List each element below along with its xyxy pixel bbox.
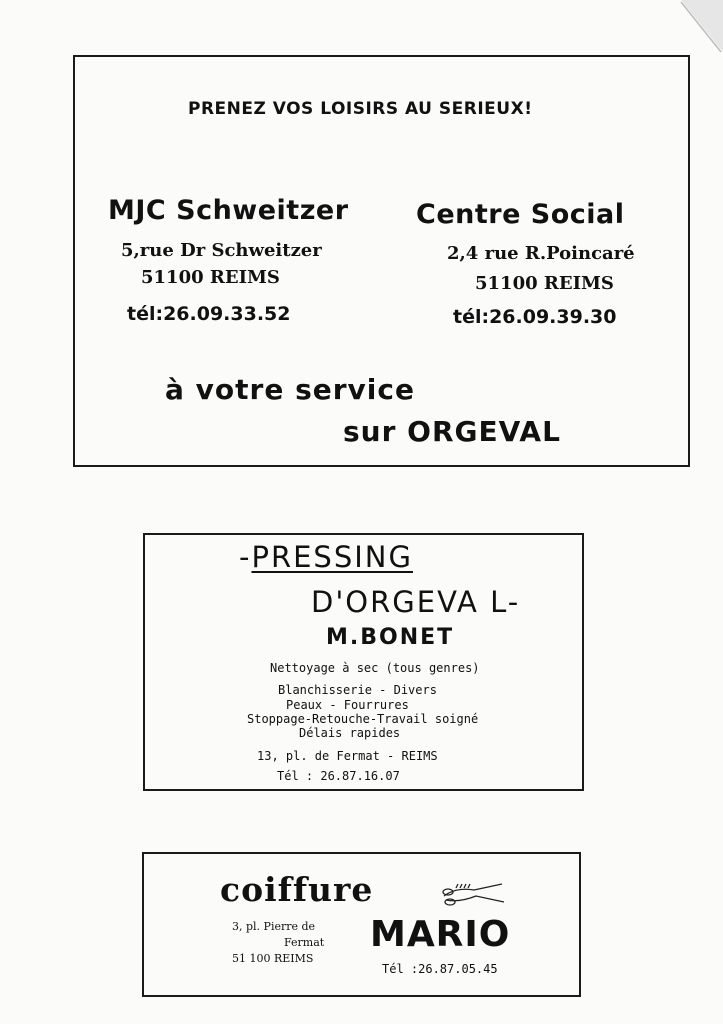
dash-right: - <box>507 585 521 619</box>
slogan-line-1: à votre service <box>165 373 415 406</box>
pressing-phone: Tél : 26.87.16.07 <box>277 769 400 783</box>
service-item: Peaux - Fourrures <box>286 698 409 712</box>
pressing-title-line-1 <box>239 540 413 574</box>
mjc-city: 51100 REIMS <box>141 267 280 288</box>
pressing-title-line-2 <box>311 585 520 619</box>
service-item: Stoppage-Retouche-Travail soigné <box>247 712 479 726</box>
centre-social-city: 51100 REIMS <box>475 273 614 294</box>
service-item: Délais rapides <box>299 726 401 740</box>
scissors-comb-icon <box>440 880 510 910</box>
service-item: Nettoyage à sec (tous genres) <box>270 661 480 675</box>
pressing-title: PRESSING <box>251 540 413 574</box>
mjc-name: MJC Schweitzer <box>108 195 349 226</box>
owner-name: M.BONET <box>326 625 455 650</box>
pressing-location: D'ORGEVA L <box>311 585 508 619</box>
service-item: Blanchisserie - Divers <box>278 683 437 697</box>
mjc-address: 5,rue Dr Schweitzer <box>121 240 322 261</box>
centre-social-phone: tél:26.09.39.30 <box>453 306 617 328</box>
mjc-phone: tél:26.09.33.52 <box>127 303 291 325</box>
coiffure-address-line-2: Fermat <box>284 936 325 949</box>
centre-social-address: 2,4 rue R.Poincaré <box>447 243 635 264</box>
coiffure-phone: Tél :26.87.05.45 <box>382 962 498 976</box>
coiffure-city: 51 100 REIMS <box>232 952 314 965</box>
coiffure-title: coiffure <box>220 870 374 909</box>
mjc-advert <box>73 55 690 467</box>
slogan-line-2: sur ORGEVAL <box>343 415 561 448</box>
centre-social-name: Centre Social <box>416 199 625 230</box>
pressing-address: 13, pl. de Fermat - REIMS <box>257 749 438 763</box>
coiffure-advert <box>142 852 581 997</box>
salon-name: MARIO <box>370 914 511 955</box>
dash-left: - <box>239 540 252 574</box>
coiffure-address-line-1: 3, pl. Pierre de <box>232 920 316 933</box>
headline: PRENEZ VOS LOISIRS AU SERIEUX! <box>188 99 533 119</box>
pressing-advert <box>143 533 584 791</box>
page-corner-fold <box>663 0 723 60</box>
